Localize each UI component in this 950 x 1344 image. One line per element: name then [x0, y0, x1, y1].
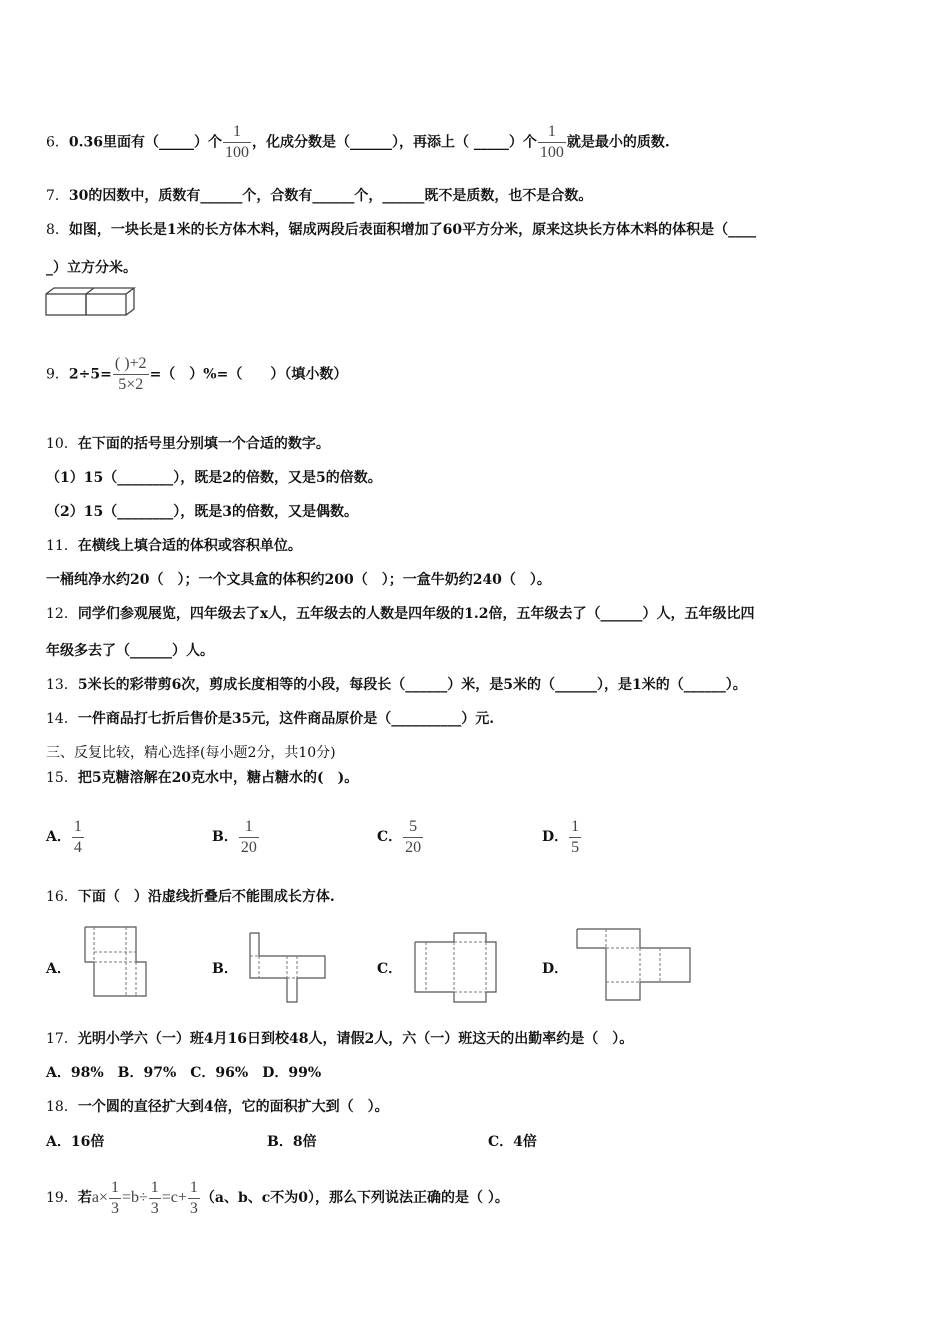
math-b-div: =b÷	[121, 1189, 148, 1206]
question-11-sub	[46, 570, 551, 590]
fraction-1-100: $\frac{1}{100}$	[225, 123, 250, 161]
question-number: 11．	[46, 538, 78, 554]
question-15	[46, 768, 358, 788]
question-number: 9．	[46, 366, 69, 383]
option-b[interactable]: B． $\frac{1}{20}$	[212, 817, 257, 856]
option-a[interactable]: A． $\frac{1}{4}$	[46, 817, 82, 856]
option-c[interactable]: C． $\frac{5}{20}$	[377, 817, 422, 856]
question-number: 12．	[46, 606, 78, 622]
question-16	[46, 887, 335, 907]
box-net-d	[576, 928, 692, 1004]
question-17-options[interactable]: A．98% B．97% C．96% D．99%	[46, 1065, 322, 1081]
q12-text-1: 同学们参观展览，四年级去了x人，五年级去的人数是四年级的1.2倍，五年级去了（______）人，五年级比四	[77, 606, 755, 622]
question-8-line-1	[46, 220, 756, 240]
question-6	[46, 122, 670, 163]
fraction-option-c: $\frac{5}{20}$	[405, 817, 422, 856]
math-a-times: a×	[91, 1189, 108, 1206]
q12-text-2: 年级多去了（______）人。	[46, 643, 214, 659]
q8-text-1: 如图，一块长是1米的长方体木料，锯成两段后表面积增加了60平方分米，原来这块长方体木料的体积是（____	[68, 222, 757, 238]
question-number: 18．	[46, 1099, 78, 1115]
q11-sub-text: 一桶纯净水约20（ ）；一个文具盒的体积约200（ ）；一盒牛奶约240（ ）。	[46, 572, 551, 588]
option-c[interactable]: C．	[377, 961, 403, 977]
question-14	[46, 709, 494, 729]
question-number: 14．	[46, 711, 78, 727]
question-number: 16．	[46, 889, 78, 905]
fraction-option-a: $\frac{1}{4}$	[73, 817, 82, 856]
section-3-title: 三、反复比较，精心选择(每小题2分，共10分)	[46, 745, 336, 761]
q15-text: 把5克糖溶解在20克水中，糖占糖水的( )。	[77, 770, 359, 786]
question-10	[46, 434, 330, 454]
q17-text: 光明小学六（一）班4月16日到校48人，请假2人，六（一）班这天的出勤率约是（ ）。	[77, 1031, 634, 1047]
box-net-b	[249, 932, 329, 1004]
question-8-line-2	[46, 258, 137, 278]
fraction-option-d: $\frac{1}{5}$	[571, 817, 580, 856]
question-number: 13．	[46, 677, 78, 693]
question-number: 17．	[46, 1031, 78, 1047]
fraction-one-third-2: $\frac{1}{3}$	[150, 1178, 159, 1217]
question-number: 8．	[46, 222, 69, 238]
q9-text-1: 2÷5=	[68, 366, 112, 383]
q8-text-2: _）立方分米。	[46, 260, 137, 276]
q6-text-3: 就是最小的质数.	[566, 134, 670, 151]
q14-text: 一件商品打七折后售价是35元，这件商品原价是（__________）元.	[77, 711, 495, 727]
question-11	[46, 536, 302, 556]
question-7	[46, 186, 592, 206]
question-17	[46, 1029, 633, 1049]
q10-sub1-text: （1）15（________），既是2的倍数，又是5的倍数。	[46, 470, 382, 486]
option-a[interactable]: A．16倍	[46, 1134, 105, 1150]
option-b[interactable]: B．8倍	[267, 1134, 317, 1150]
option-c[interactable]: C．4倍	[488, 1134, 537, 1150]
q18-text: 一个圆的直径扩大到4倍，它的面积扩大到（ ）。	[77, 1099, 389, 1115]
box-net-a	[84, 926, 148, 998]
question-number: 10．	[46, 436, 78, 452]
fraction-1-100-b: $\frac{1}{100}$	[539, 123, 564, 161]
question-number: 6．	[46, 134, 69, 151]
q9-text-2: =（ ）%=（ ）（填小数）	[149, 366, 348, 383]
fraction-option-b: $\frac{1}{20}$	[240, 817, 257, 856]
q11-text: 在横线上填合适的体积或容积单位。	[77, 538, 302, 554]
q7-text: 30的因数中，质数有______个，合数有______个，______既不是质数，也不是合数。	[68, 188, 593, 204]
question-number: 19．	[46, 1190, 78, 1206]
option-b[interactable]: B．	[212, 961, 238, 977]
q10-text: 在下面的括号里分别填一个合适的数字。	[77, 436, 330, 452]
q19-text-2: （a、b、c不为0），那么下列说法正确的是（ ）。	[200, 1190, 509, 1206]
cuboid-figure	[44, 286, 144, 318]
question-10-sub-1	[46, 468, 382, 488]
question-19	[46, 1168, 509, 1228]
question-12-line-2	[46, 641, 214, 661]
fraction-one-third-3: $\frac{1}{3}$	[189, 1178, 198, 1217]
question-9	[46, 354, 347, 395]
option-d[interactable]: D． $\frac{1}{5}$	[542, 817, 580, 856]
question-number: 7．	[46, 188, 69, 204]
q6-text-2: ，化成分数是（______），再添上（ _____）个	[252, 134, 537, 151]
math-c-plus: =c+	[161, 1189, 187, 1206]
q10-sub2-text: （2）15（________），既是3的倍数，又是偶数。	[46, 504, 358, 520]
q16-text: 下面（ ）沿虚线折叠后不能围成长方体.	[77, 889, 335, 905]
fraction-one-third-1: $\frac{1}{3}$	[110, 1178, 119, 1217]
option-d[interactable]: D．	[542, 961, 569, 977]
question-13	[46, 675, 747, 695]
q19-text-1: 若	[77, 1190, 92, 1206]
q6-text-1: 0.36里面有（_____）个	[68, 134, 223, 151]
question-18	[46, 1097, 389, 1117]
question-12-line-1	[46, 604, 755, 624]
option-a[interactable]: A．	[46, 961, 71, 977]
box-net-c	[414, 932, 498, 1004]
question-number: 15．	[46, 770, 78, 786]
q13-text: 5米长的彩带剪6次，剪成长度相等的小段，每段长（______）米，是5米的（______），是1米的（______）。	[77, 677, 747, 693]
fraction-expression: $\frac{( )+2}{5\times 2}$	[114, 355, 147, 393]
question-10-sub-2	[46, 502, 358, 522]
